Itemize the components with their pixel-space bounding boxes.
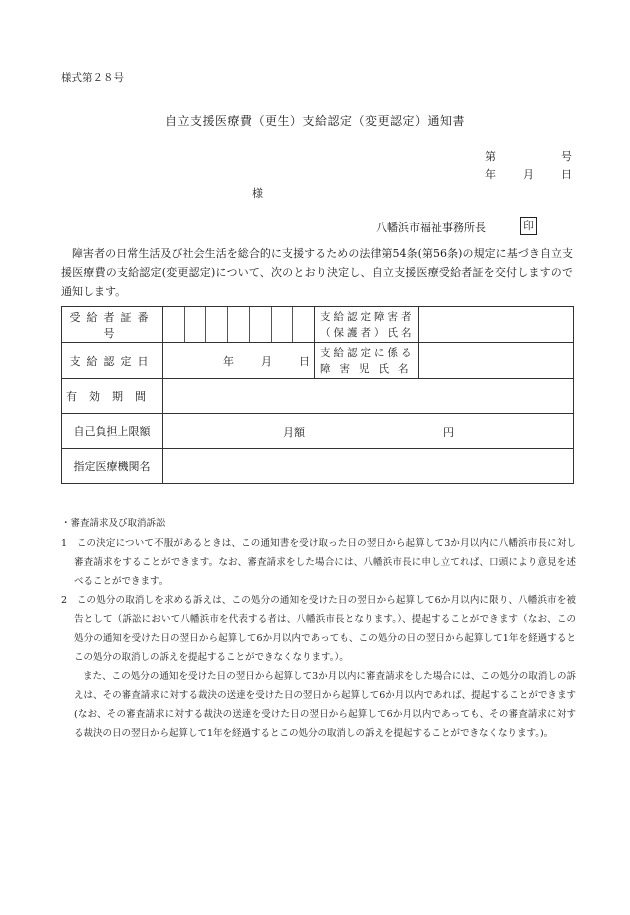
digit-box[interactable] <box>272 307 294 342</box>
cert-date-field[interactable] <box>163 343 315 379</box>
date-year: 年 <box>485 168 496 181</box>
guardian-name-label-line2: （保護者）氏名 <box>320 326 415 339</box>
digit-box[interactable] <box>250 307 272 342</box>
recipient-cert-no-label: 受給者証番号 <box>62 307 163 343</box>
guardian-name-label <box>315 307 419 343</box>
medical-institution-field[interactable] <box>163 449 574 484</box>
valid-period-label: 有効期間 <box>62 379 163 414</box>
guardian-name-label-line1: 支給認定障害者 <box>320 310 415 323</box>
child-name-label-line1: 支給認定に係る <box>320 346 415 359</box>
digit-box[interactable] <box>185 307 207 342</box>
digit-box[interactable] <box>293 307 314 342</box>
appeal-notes <box>61 514 576 743</box>
document-title: 自立支援医療費（更生）支給認定（変更認定）通知書 <box>164 114 465 128</box>
digit-box[interactable] <box>163 307 185 342</box>
cert-date-month: 月 <box>261 355 272 368</box>
child-name-field[interactable] <box>419 343 574 379</box>
child-name-label-line2: 障害児氏名 <box>320 362 418 375</box>
notes-item-2-continued: また、この処分の通知を受けた日の翌日から起算して3か月以内に審査請求をした場合には、この処分の取消しの訴えは、その審査請求に対する裁決の送達を受けた日の翌日から起算して6か月以内であれば、提起することができます(なお、その審査請求に対する裁決の送達を受けた日の翌日から起算して6か月以内であっても、その審査請求に対する裁決の日の翌日から起算して1年を経過するとこの処分の取消しの訴えを提起することができなくなります。)。 <box>74 671 576 739</box>
notes-item-2: 2 この処分の取消しを求める訴えは、この処分の通知を受けた日の翌日から起算して6か月以内に限り、八幡浜市を被告として（訴訟において八幡浜市を代表する者は、八幡浜市長となります。）、提起することができます（なお、この処分の通知を受けた日の翌日から起算して6か月以内であっても、この処分の日の翌日から起算して1年を経過するとこの処分の取消しの訴えを提起することができなくなります。）。 <box>61 595 576 663</box>
table-row <box>62 449 574 484</box>
certification-table <box>61 306 574 484</box>
form-number: 様式第２８号 <box>61 72 124 84</box>
monthly-label: 月額 <box>283 426 305 439</box>
intro-paragraph: 障害者の日常生活及び社会生活を総合的に支援するための法律第54条(第56条)の規定に基づき自立支援医療費の支給認定(変更認定)について、次のとおり決定し、自立支援医療受給者証を交付しますので通知します。 <box>61 247 573 298</box>
addressee-suffix: 様 <box>252 187 263 200</box>
medical-institution-label: 指定医療機関名 <box>62 449 163 484</box>
notes-item-1: 1 この決定について不服があるときは、この通知書を受け取った日の翌日から起算して3か月以内に八幡浜市長に対し審査請求をすることができます。なお、審査請求をした場合には、八幡浜市長に申し立てれば、口頭により意見を述べることができます。 <box>61 538 576 587</box>
seal-box: 印 <box>520 217 537 235</box>
table-row <box>62 307 574 343</box>
table-row <box>62 379 574 414</box>
yen-label: 円 <box>443 426 454 439</box>
valid-period-field[interactable] <box>163 379 574 414</box>
notes-heading: ・審査請求及び取消訴訟 <box>61 518 166 529</box>
digit-boxes <box>163 307 314 342</box>
child-name-label <box>315 343 419 379</box>
table-row <box>62 414 574 449</box>
cert-date-label: 支給認定日 <box>62 343 163 379</box>
number-suffix: 号 <box>561 150 572 163</box>
date-day: 日 <box>561 168 572 181</box>
table-row <box>62 343 574 379</box>
guardian-name-field[interactable] <box>419 307 574 343</box>
copay-limit-label: 自己負担上限額 <box>62 414 163 449</box>
date-month: 月 <box>523 168 534 181</box>
recipient-cert-no-field[interactable] <box>163 307 315 343</box>
copay-limit-field[interactable] <box>163 414 574 449</box>
cert-date-year: 年 <box>223 355 234 368</box>
cert-date-day: 日 <box>299 355 310 368</box>
number-prefix: 第 <box>485 150 496 163</box>
digit-box[interactable] <box>228 307 250 342</box>
issuer-name: 八幡浜市福祉事務所長 <box>376 221 486 234</box>
digit-box[interactable] <box>206 307 228 342</box>
